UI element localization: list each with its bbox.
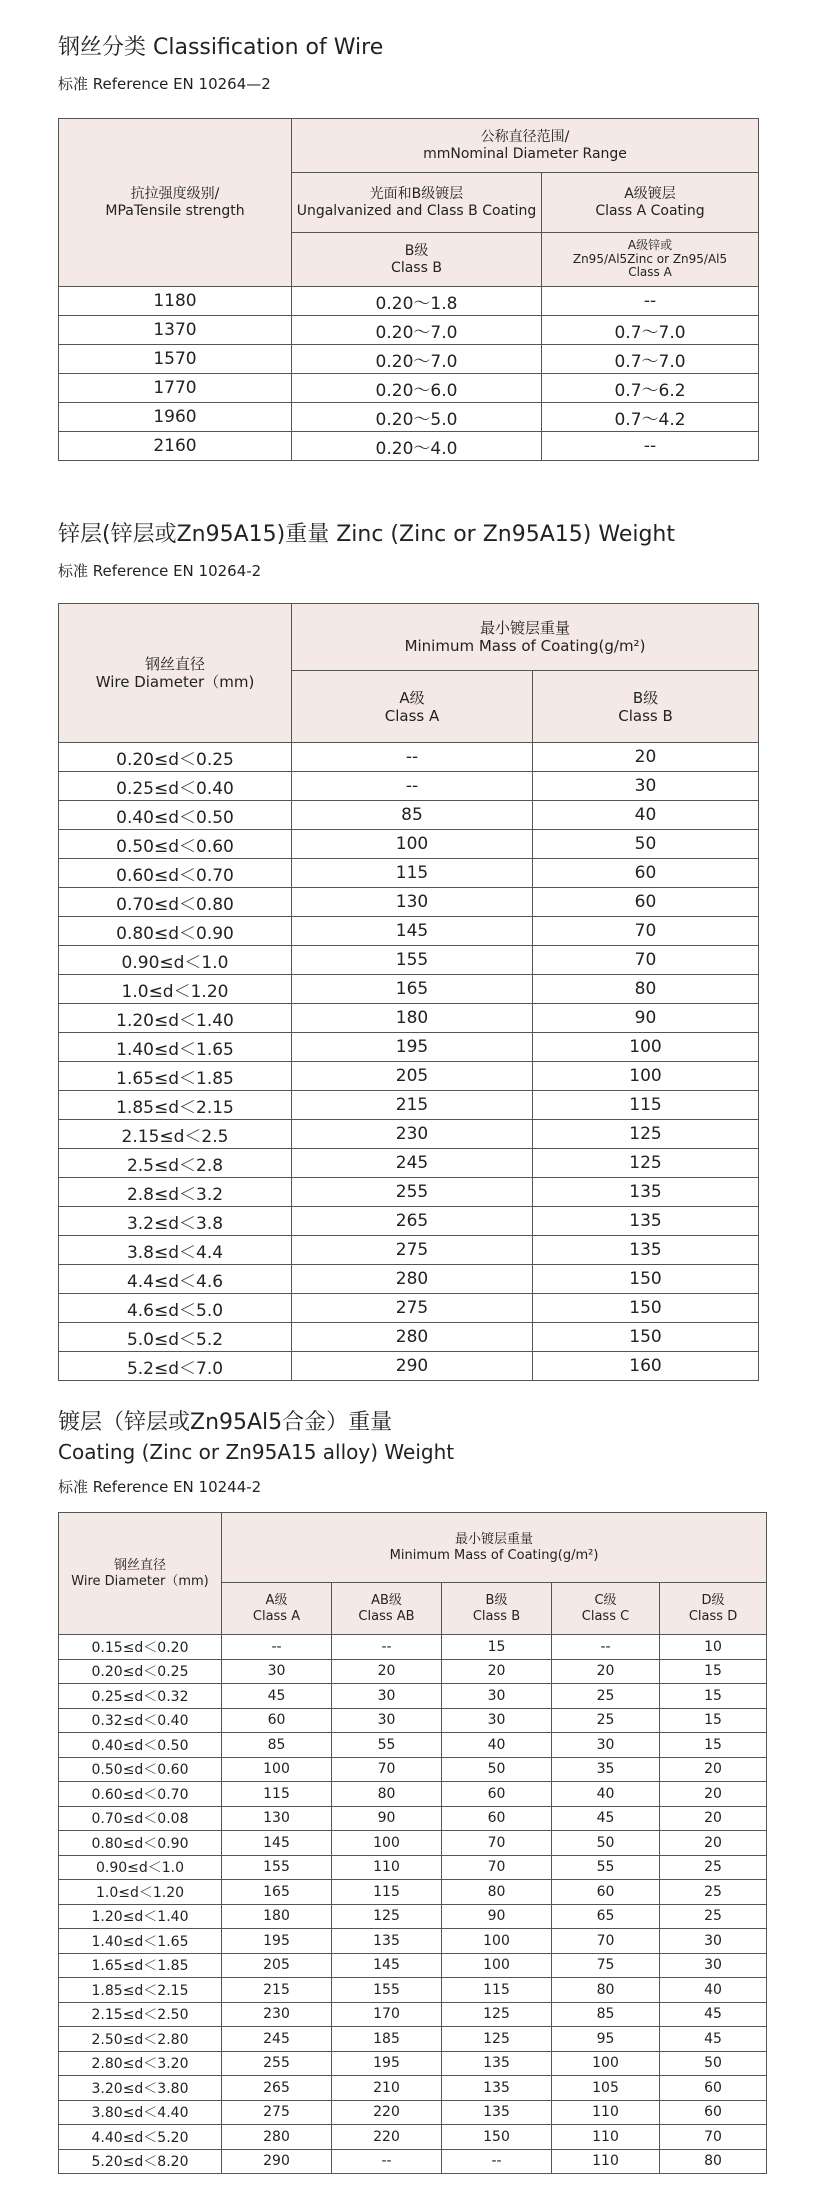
section3-title-cn: 镀层（锌层或Zn95Al5合金）重量 xyxy=(58,1410,393,1435)
value-cell: 25 xyxy=(660,1904,767,1929)
class-column-header: C级 Class C xyxy=(552,1583,660,1635)
table-row xyxy=(59,772,759,801)
row-label-cell: 0.25≤d＜0.40 xyxy=(59,772,292,801)
class-column-header: A级 Class A xyxy=(222,1583,332,1635)
value-cell: 20 xyxy=(660,1757,767,1782)
table-row xyxy=(59,801,759,830)
value-cell: 20 xyxy=(442,1659,552,1684)
row-label-cell: 1.0≤d＜1.20 xyxy=(59,1880,222,1905)
row-label-cell: 0.70≤d＜0.08 xyxy=(59,1806,222,1831)
value-cell: 90 xyxy=(332,1806,442,1831)
table-row xyxy=(59,1733,767,1758)
wire-diameter-header: 钢丝直径 Wire Diameter（mm) xyxy=(59,1513,222,1635)
value-cell: 100 xyxy=(442,1929,552,1954)
row-label-cell: 0.15≤d＜0.20 xyxy=(59,1635,222,1660)
value-cell: 245 xyxy=(292,1149,533,1178)
value-cell: 135 xyxy=(332,1929,442,1954)
row-label-cell: 0.25≤d＜0.32 xyxy=(59,1684,222,1709)
row-label-cell: 3.80≤d＜4.40 xyxy=(59,2100,222,2125)
table-row xyxy=(59,1929,767,1954)
value-cell: 215 xyxy=(222,1978,332,2003)
class-a-header: A级 Class A xyxy=(292,671,533,743)
value-cell: 20 xyxy=(660,1782,767,1807)
value-cell: 145 xyxy=(222,1831,332,1856)
table-row xyxy=(59,403,759,432)
table-row xyxy=(59,2149,767,2174)
value-cell: 165 xyxy=(222,1880,332,1905)
row-label-cell: 1.85≤d＜2.15 xyxy=(59,1091,292,1120)
row-label-cell: 1180 xyxy=(59,287,292,316)
value-cell: 210 xyxy=(332,2076,442,2101)
table-row xyxy=(59,432,759,461)
table-row xyxy=(59,1978,767,2003)
value-cell: 280 xyxy=(292,1265,533,1294)
value-cell: 20 xyxy=(660,1806,767,1831)
value-cell: 265 xyxy=(292,1207,533,1236)
value-cell: 150 xyxy=(442,2125,552,2150)
table-row xyxy=(59,1265,759,1294)
table-row xyxy=(59,1708,767,1733)
row-label-cell: 1.40≤d＜1.65 xyxy=(59,1033,292,1062)
value-cell: 215 xyxy=(292,1091,533,1120)
value-cell: 0.7～7.0 xyxy=(542,345,759,374)
value-cell: 165 xyxy=(292,975,533,1004)
value-cell: 145 xyxy=(332,1953,442,1978)
row-label-cell: 3.2≤d＜3.8 xyxy=(59,1207,292,1236)
value-cell: 30 xyxy=(660,1953,767,1978)
value-cell: 15 xyxy=(660,1684,767,1709)
value-cell: 50 xyxy=(533,830,759,859)
table-row xyxy=(59,1207,759,1236)
row-label-cell: 2160 xyxy=(59,432,292,461)
value-cell: 100 xyxy=(442,1953,552,1978)
table-row xyxy=(59,917,759,946)
value-cell: 110 xyxy=(332,1855,442,1880)
value-cell: 45 xyxy=(222,1684,332,1709)
value-cell: 80 xyxy=(533,975,759,1004)
value-cell: 15 xyxy=(660,1659,767,1684)
row-label-cell: 1.40≤d＜1.65 xyxy=(59,1929,222,1954)
class-column-header: B级 Class B xyxy=(442,1583,552,1635)
table-row xyxy=(59,1684,767,1709)
value-cell: -- xyxy=(332,2149,442,2174)
row-label-cell: 4.40≤d＜5.20 xyxy=(59,2125,222,2150)
zinc-weight-table xyxy=(58,603,759,1381)
row-label-cell: 0.90≤d＜1.0 xyxy=(59,1855,222,1880)
value-cell: 15 xyxy=(660,1708,767,1733)
tensile-strength-header: 抗拉强度级别/ MPaTensile strength xyxy=(59,119,292,287)
value-cell: 60 xyxy=(442,1782,552,1807)
value-cell: 20 xyxy=(660,1831,767,1856)
value-cell: 135 xyxy=(442,2076,552,2101)
value-cell: 180 xyxy=(222,1904,332,1929)
value-cell: 60 xyxy=(533,888,759,917)
table-row xyxy=(59,1782,767,1807)
value-cell: 0.20～7.0 xyxy=(292,316,542,345)
value-cell: 220 xyxy=(332,2100,442,2125)
value-cell: 145 xyxy=(292,917,533,946)
value-cell: 50 xyxy=(552,1831,660,1856)
value-cell: 135 xyxy=(533,1207,759,1236)
value-cell: 30 xyxy=(332,1708,442,1733)
value-cell: 125 xyxy=(442,2027,552,2052)
coating-weight-table xyxy=(58,1512,767,2174)
table-row xyxy=(59,1855,767,1880)
class-column-header: D级 Class D xyxy=(660,1583,767,1635)
row-label-cell: 5.20≤d＜8.20 xyxy=(59,2149,222,2174)
table-row xyxy=(59,374,759,403)
value-cell: 60 xyxy=(533,859,759,888)
value-cell: 110 xyxy=(552,2125,660,2150)
value-cell: 70 xyxy=(533,946,759,975)
table-row xyxy=(59,1831,767,1856)
row-label-cell: 1.65≤d＜1.85 xyxy=(59,1953,222,1978)
table-row xyxy=(59,1323,759,1352)
table-row xyxy=(59,1149,759,1178)
value-cell: 100 xyxy=(222,1757,332,1782)
value-cell: 80 xyxy=(660,2149,767,2174)
value-cell: 20 xyxy=(533,743,759,772)
value-cell: 60 xyxy=(660,2100,767,2125)
value-cell: 70 xyxy=(660,2125,767,2150)
value-cell: 60 xyxy=(442,1806,552,1831)
table-row xyxy=(59,1659,767,1684)
row-label-cell: 0.60≤d＜0.70 xyxy=(59,859,292,888)
value-cell: 45 xyxy=(660,2002,767,2027)
value-cell: 115 xyxy=(332,1880,442,1905)
table-row xyxy=(59,345,759,374)
row-label-cell: 3.20≤d＜3.80 xyxy=(59,2076,222,2101)
value-cell: 0.7～7.0 xyxy=(542,316,759,345)
value-cell: 275 xyxy=(292,1294,533,1323)
value-cell: -- xyxy=(542,432,759,461)
value-cell: 195 xyxy=(292,1033,533,1062)
table-row xyxy=(59,2027,767,2052)
value-cell: 155 xyxy=(292,946,533,975)
value-cell: 290 xyxy=(222,2149,332,2174)
value-cell: 30 xyxy=(332,1684,442,1709)
row-label-cell: 1.85≤d＜2.15 xyxy=(59,1978,222,2003)
value-cell: 155 xyxy=(222,1855,332,1880)
value-cell: 65 xyxy=(552,1904,660,1929)
diameter-range-header: 公称直径范围/ mmNominal Diameter Range xyxy=(292,119,759,173)
class-column-header: AB级 Class AB xyxy=(332,1583,442,1635)
value-cell: 115 xyxy=(442,1978,552,2003)
value-cell: 0.7～6.2 xyxy=(542,374,759,403)
value-cell: 30 xyxy=(660,1929,767,1954)
value-cell: 80 xyxy=(332,1782,442,1807)
value-cell: 80 xyxy=(442,1880,552,1905)
value-cell: 40 xyxy=(533,801,759,830)
row-label-cell: 2.15≤d＜2.5 xyxy=(59,1120,292,1149)
value-cell: 220 xyxy=(332,2125,442,2150)
section1-reference: 标准 Reference EN 10264—2 xyxy=(58,75,271,93)
value-cell: 50 xyxy=(442,1757,552,1782)
table-row xyxy=(59,1953,767,1978)
min-mass-header: 最小镀层重量 Minimum Mass of Coating(g/m²) xyxy=(222,1513,767,1583)
value-cell: 35 xyxy=(552,1757,660,1782)
row-label-cell: 1770 xyxy=(59,374,292,403)
table-row xyxy=(59,1806,767,1831)
a-class-header: A级锌或 Zn95/Al5Zinc or Zn95/Al5 Class A xyxy=(542,233,759,287)
table-row xyxy=(59,1236,759,1265)
table-row xyxy=(59,946,759,975)
table-row xyxy=(59,2076,767,2101)
value-cell: 155 xyxy=(332,1978,442,2003)
value-cell: 55 xyxy=(552,1855,660,1880)
value-cell: 205 xyxy=(222,1953,332,1978)
section2-title: 锌层(锌层或Zn95A15)重量 Zinc (Zinc or Zn95A15) Weight xyxy=(58,522,675,547)
row-label-cell: 0.40≤d＜0.50 xyxy=(59,1733,222,1758)
row-label-cell: 4.6≤d＜5.0 xyxy=(59,1294,292,1323)
table-row xyxy=(59,1004,759,1033)
table-row xyxy=(59,1091,759,1120)
table-row xyxy=(59,2002,767,2027)
value-cell: 0.20～5.0 xyxy=(292,403,542,432)
table-row xyxy=(59,888,759,917)
value-cell: 150 xyxy=(533,1323,759,1352)
row-label-cell: 0.32≤d＜0.40 xyxy=(59,1708,222,1733)
value-cell: 150 xyxy=(533,1294,759,1323)
value-cell: 40 xyxy=(660,1978,767,2003)
table-row xyxy=(59,1033,759,1062)
value-cell: 185 xyxy=(332,2027,442,2052)
table-row xyxy=(59,1178,759,1207)
b-class-header: B级 Class B xyxy=(292,233,542,287)
value-cell: 265 xyxy=(222,2076,332,2101)
value-cell: 125 xyxy=(332,1904,442,1929)
value-cell: 135 xyxy=(533,1178,759,1207)
value-cell: 230 xyxy=(292,1120,533,1149)
value-cell: 100 xyxy=(533,1062,759,1091)
row-label-cell: 2.8≤d＜3.2 xyxy=(59,1178,292,1207)
value-cell: 135 xyxy=(442,2051,552,2076)
table-row xyxy=(59,975,759,1004)
value-cell: -- xyxy=(292,743,533,772)
value-cell: 100 xyxy=(533,1033,759,1062)
row-label-cell: 0.50≤d＜0.60 xyxy=(59,1757,222,1782)
value-cell: 70 xyxy=(533,917,759,946)
value-cell: 0.7～4.2 xyxy=(542,403,759,432)
value-cell: 45 xyxy=(552,1806,660,1831)
value-cell: 25 xyxy=(552,1708,660,1733)
wire-classification-table xyxy=(58,118,759,461)
value-cell: 55 xyxy=(332,1733,442,1758)
value-cell: 15 xyxy=(442,1635,552,1660)
value-cell: 100 xyxy=(332,1831,442,1856)
value-cell: 60 xyxy=(660,2076,767,2101)
value-cell: 110 xyxy=(552,2100,660,2125)
value-cell: 115 xyxy=(292,859,533,888)
value-cell: 230 xyxy=(222,2002,332,2027)
row-label-cell: 4.4≤d＜4.6 xyxy=(59,1265,292,1294)
value-cell: 40 xyxy=(442,1733,552,1758)
row-label-cell: 1570 xyxy=(59,345,292,374)
value-cell: 125 xyxy=(533,1149,759,1178)
value-cell: 115 xyxy=(222,1782,332,1807)
value-cell: 245 xyxy=(222,2027,332,2052)
row-label-cell: 3.8≤d＜4.4 xyxy=(59,1236,292,1265)
value-cell: 135 xyxy=(442,2100,552,2125)
row-label-cell: 1960 xyxy=(59,403,292,432)
value-cell: 45 xyxy=(660,2027,767,2052)
value-cell: -- xyxy=(542,287,759,316)
value-cell: 180 xyxy=(292,1004,533,1033)
value-cell: 195 xyxy=(332,2051,442,2076)
value-cell: 255 xyxy=(292,1178,533,1207)
value-cell: 70 xyxy=(442,1831,552,1856)
value-cell: 60 xyxy=(552,1880,660,1905)
b-coating-header: 光面和B级镀层 Ungalvanized and Class B Coating xyxy=(292,173,542,233)
value-cell: 90 xyxy=(442,1904,552,1929)
value-cell: 125 xyxy=(533,1120,759,1149)
class-b-header: B级 Class B xyxy=(533,671,759,743)
value-cell: 130 xyxy=(292,888,533,917)
table-row xyxy=(59,1352,759,1381)
value-cell: 20 xyxy=(332,1659,442,1684)
value-cell: 25 xyxy=(660,1855,767,1880)
row-label-cell: 0.60≤d＜0.70 xyxy=(59,1782,222,1807)
table-row xyxy=(59,1635,767,1660)
value-cell: -- xyxy=(222,1635,332,1660)
row-label-cell: 5.2≤d＜7.0 xyxy=(59,1352,292,1381)
section3-reference: 标准 Reference EN 10244-2 xyxy=(58,1478,262,1496)
value-cell: 30 xyxy=(533,772,759,801)
row-label-cell: 0.80≤d＜0.90 xyxy=(59,917,292,946)
value-cell: 30 xyxy=(442,1684,552,1709)
row-label-cell: 1370 xyxy=(59,316,292,345)
value-cell: 0.20～7.0 xyxy=(292,345,542,374)
table-row xyxy=(59,316,759,345)
table-row xyxy=(59,2100,767,2125)
value-cell: 90 xyxy=(533,1004,759,1033)
value-cell: 95 xyxy=(552,2027,660,2052)
value-cell: 115 xyxy=(533,1091,759,1120)
value-cell: 160 xyxy=(533,1352,759,1381)
value-cell: 25 xyxy=(660,1880,767,1905)
value-cell: 0.20～4.0 xyxy=(292,432,542,461)
value-cell: 85 xyxy=(222,1733,332,1758)
value-cell: -- xyxy=(442,2149,552,2174)
value-cell: 40 xyxy=(552,1782,660,1807)
value-cell: 125 xyxy=(442,2002,552,2027)
wire-diameter-header: 钢丝直径 Wire Diameter（mm) xyxy=(59,604,292,743)
table-row xyxy=(59,1904,767,1929)
value-cell: 25 xyxy=(552,1684,660,1709)
value-cell: 15 xyxy=(660,1733,767,1758)
value-cell: 75 xyxy=(552,1953,660,1978)
value-cell: -- xyxy=(292,772,533,801)
row-label-cell: 0.70≤d＜0.80 xyxy=(59,888,292,917)
value-cell: 30 xyxy=(552,1733,660,1758)
value-cell: 30 xyxy=(442,1708,552,1733)
value-cell: 10 xyxy=(660,1635,767,1660)
min-mass-header: 最小镀层重量 Minimum Mass of Coating(g/m²) xyxy=(292,604,759,671)
value-cell: 205 xyxy=(292,1062,533,1091)
row-label-cell: 0.40≤d＜0.50 xyxy=(59,801,292,830)
table-row xyxy=(59,1062,759,1091)
value-cell: 85 xyxy=(552,2002,660,2027)
table-row xyxy=(59,1880,767,1905)
row-label-cell: 1.65≤d＜1.85 xyxy=(59,1062,292,1091)
value-cell: 100 xyxy=(292,830,533,859)
value-cell: 255 xyxy=(222,2051,332,2076)
row-label-cell: 0.80≤d＜0.90 xyxy=(59,1831,222,1856)
table-row xyxy=(59,287,759,316)
table-row xyxy=(59,2051,767,2076)
value-cell: 105 xyxy=(552,2076,660,2101)
table-row xyxy=(59,1757,767,1782)
value-cell: 0.20～1.8 xyxy=(292,287,542,316)
row-label-cell: 1.20≤d＜1.40 xyxy=(59,1004,292,1033)
value-cell: 0.20～6.0 xyxy=(292,374,542,403)
value-cell: 170 xyxy=(332,2002,442,2027)
value-cell: 20 xyxy=(552,1659,660,1684)
value-cell: 70 xyxy=(442,1855,552,1880)
row-label-cell: 0.90≤d＜1.0 xyxy=(59,946,292,975)
section2-reference: 标准 Reference EN 10264-2 xyxy=(58,562,262,580)
row-label-cell: 1.20≤d＜1.40 xyxy=(59,1904,222,1929)
table-row xyxy=(59,859,759,888)
table-row xyxy=(59,743,759,772)
value-cell: 275 xyxy=(292,1236,533,1265)
row-label-cell: 0.50≤d＜0.60 xyxy=(59,830,292,859)
value-cell: 110 xyxy=(552,2149,660,2174)
table-row xyxy=(59,830,759,859)
table-row xyxy=(59,2125,767,2150)
value-cell: 50 xyxy=(660,2051,767,2076)
table-row xyxy=(59,1294,759,1323)
value-cell: 70 xyxy=(332,1757,442,1782)
row-label-cell: 0.20≤d＜0.25 xyxy=(59,743,292,772)
value-cell: 85 xyxy=(292,801,533,830)
value-cell: 290 xyxy=(292,1352,533,1381)
value-cell: 280 xyxy=(292,1323,533,1352)
row-label-cell: 0.20≤d＜0.25 xyxy=(59,1659,222,1684)
row-label-cell: 2.5≤d＜2.8 xyxy=(59,1149,292,1178)
value-cell: -- xyxy=(552,1635,660,1660)
value-cell: 135 xyxy=(533,1236,759,1265)
row-label-cell: 2.50≤d＜2.80 xyxy=(59,2027,222,2052)
value-cell: 80 xyxy=(552,1978,660,2003)
table-row xyxy=(59,1120,759,1149)
value-cell: 60 xyxy=(222,1708,332,1733)
value-cell: 100 xyxy=(552,2051,660,2076)
value-cell: -- xyxy=(332,1635,442,1660)
section3-title-en: Coating (Zinc or Zn95A15 alloy) Weight xyxy=(58,1440,455,1464)
value-cell: 275 xyxy=(222,2100,332,2125)
row-label-cell: 5.0≤d＜5.2 xyxy=(59,1323,292,1352)
a-coating-header: A级镀层 Class A Coating xyxy=(542,173,759,233)
value-cell: 130 xyxy=(222,1806,332,1831)
value-cell: 280 xyxy=(222,2125,332,2150)
row-label-cell: 2.80≤d＜3.20 xyxy=(59,2051,222,2076)
section1-title: 钢丝分类 Classification of Wire xyxy=(58,35,384,60)
row-label-cell: 2.15≤d＜2.50 xyxy=(59,2002,222,2027)
row-label-cell: 1.0≤d＜1.20 xyxy=(59,975,292,1004)
value-cell: 70 xyxy=(552,1929,660,1954)
value-cell: 30 xyxy=(222,1659,332,1684)
value-cell: 150 xyxy=(533,1265,759,1294)
value-cell: 195 xyxy=(222,1929,332,1954)
